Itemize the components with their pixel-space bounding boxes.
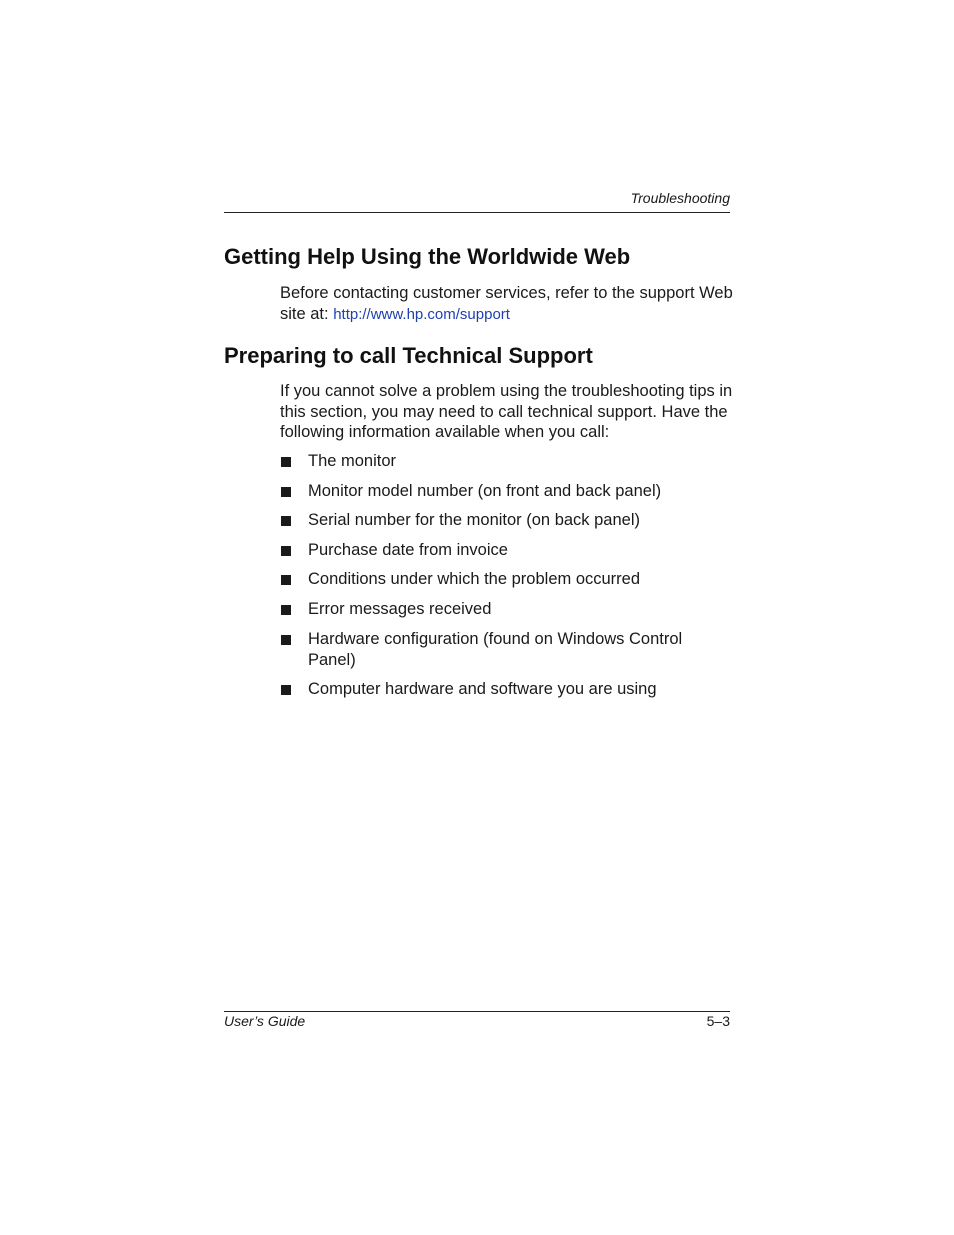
list-item: Conditions under which the problem occurred [280,569,730,590]
header-rule [224,212,730,213]
footer-rule [224,1011,730,1012]
footer-title: User’s Guide [224,1013,306,1029]
square-bullet-icon [281,575,291,585]
square-bullet-icon [281,605,291,615]
section-heading-web-help: Getting Help Using the Worldwide Web [224,244,631,269]
list-item: Error messages received [280,599,730,620]
support-link[interactable]: http://www.hp.com/support [333,305,510,323]
page-number: 5–3 [706,1013,730,1029]
web-help-text: Before contacting customer services, refer to the support Web site at: [280,284,733,323]
list-item: Purchase date from invoice [280,540,730,561]
list-item: Computer hardware and software you are using [280,679,730,700]
section-heading-tech-support: Preparing to call Technical Support [224,343,593,368]
square-bullet-icon [281,635,291,645]
list-item: Hardware configuration (found on Windows Control Panel) [280,629,730,671]
list-item: Serial number for the monitor (on back panel) [280,510,730,531]
square-bullet-icon [281,487,291,497]
list-item: The monitor [280,451,730,472]
running-header: Troubleshooting [630,190,730,206]
list-item: Monitor model number (on front and back panel) [280,481,730,502]
web-help-paragraph [280,283,740,325]
square-bullet-icon [281,685,291,695]
square-bullet-icon [281,457,291,467]
tech-support-paragraph: If you cannot solve a problem using the troubleshooting tips in this section, you may need to call technical support. Have the following information available when you call: [280,382,733,441]
info-checklist [280,451,730,709]
square-bullet-icon [281,546,291,556]
square-bullet-icon [281,516,291,526]
